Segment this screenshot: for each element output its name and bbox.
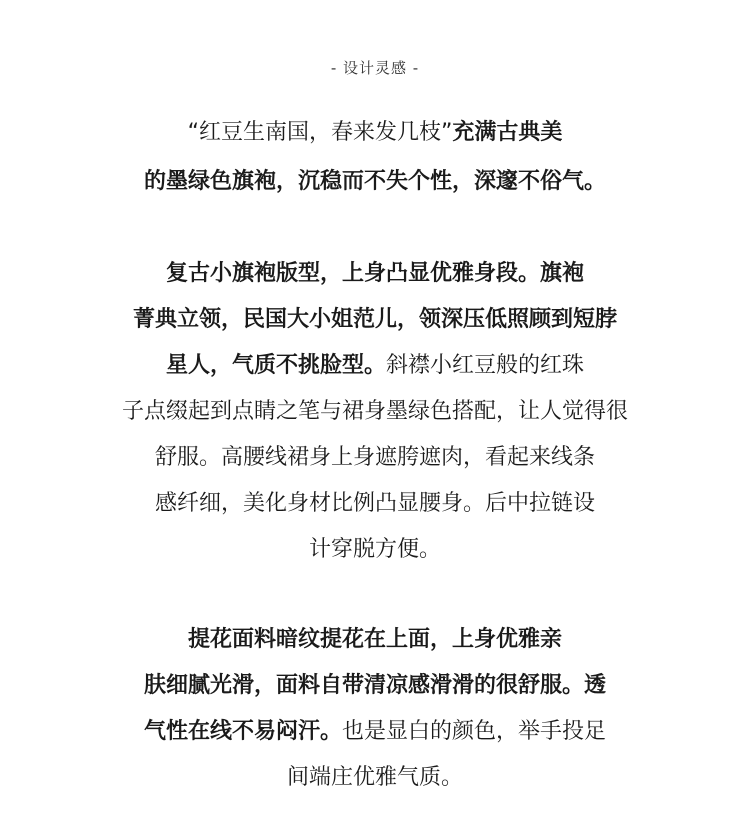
paragraph-2-line-3 <box>0 351 750 381</box>
paragraph-3-line-3-normal: 也是显白的颜色，举手投足 <box>342 719 607 744</box>
paragraph-2-line-6: 感纤细，美化身材比例凸显腰身。后中拉链设 <box>154 491 595 516</box>
paragraph-2-line-7: 计穿脱方便。 <box>308 537 441 562</box>
paragraph-2-line-2: 菁典立领，民国大小姐范儿，领深压低照顾到短脖 <box>132 307 617 332</box>
paragraph-2-line-3-normal: 斜襟小红豆般的红珠 <box>386 353 585 378</box>
paragraph-2-line-3-bold: 星人，气质不挑脸型。 <box>165 353 386 378</box>
poem-quote: “红豆生南国，春来发几枝” <box>187 120 453 145</box>
paragraph-1-line-2: 的墨绿色旗袍，沉稳而不失个性，深邃不俗气。 <box>143 169 606 194</box>
paragraph-3-line-3-bold: 气性在线不易闷汗。 <box>143 719 342 744</box>
paragraph-1-line-1-bold: 充满古典美 <box>452 120 563 145</box>
paragraph-1-line-1 <box>0 118 750 148</box>
paragraph-2-line-1: 复古小旗袍版型，上身凸显优雅身段。旗袍 <box>165 261 584 286</box>
paragraph-3-line-2: 肤细腻光滑，面料自带清凉感滑滑的很舒服。透 <box>143 673 606 698</box>
section-label: - 设计灵感 - <box>330 59 420 77</box>
paragraph-2-line-5: 舒服。高腰线裙身上身遮胯遮肉，看起来线条 <box>154 445 595 470</box>
paragraph-2-line-4: 子点缀起到点睛之笔与裙身墨绿色搭配，让人觉得很 <box>121 399 628 424</box>
paragraph-3-line-4: 间端庄优雅气质。 <box>286 765 463 790</box>
paragraph-3-line-1: 提花面料暗纹提花在上面，上身优雅亲 <box>187 627 562 652</box>
paragraph-3-line-3 <box>0 717 750 747</box>
